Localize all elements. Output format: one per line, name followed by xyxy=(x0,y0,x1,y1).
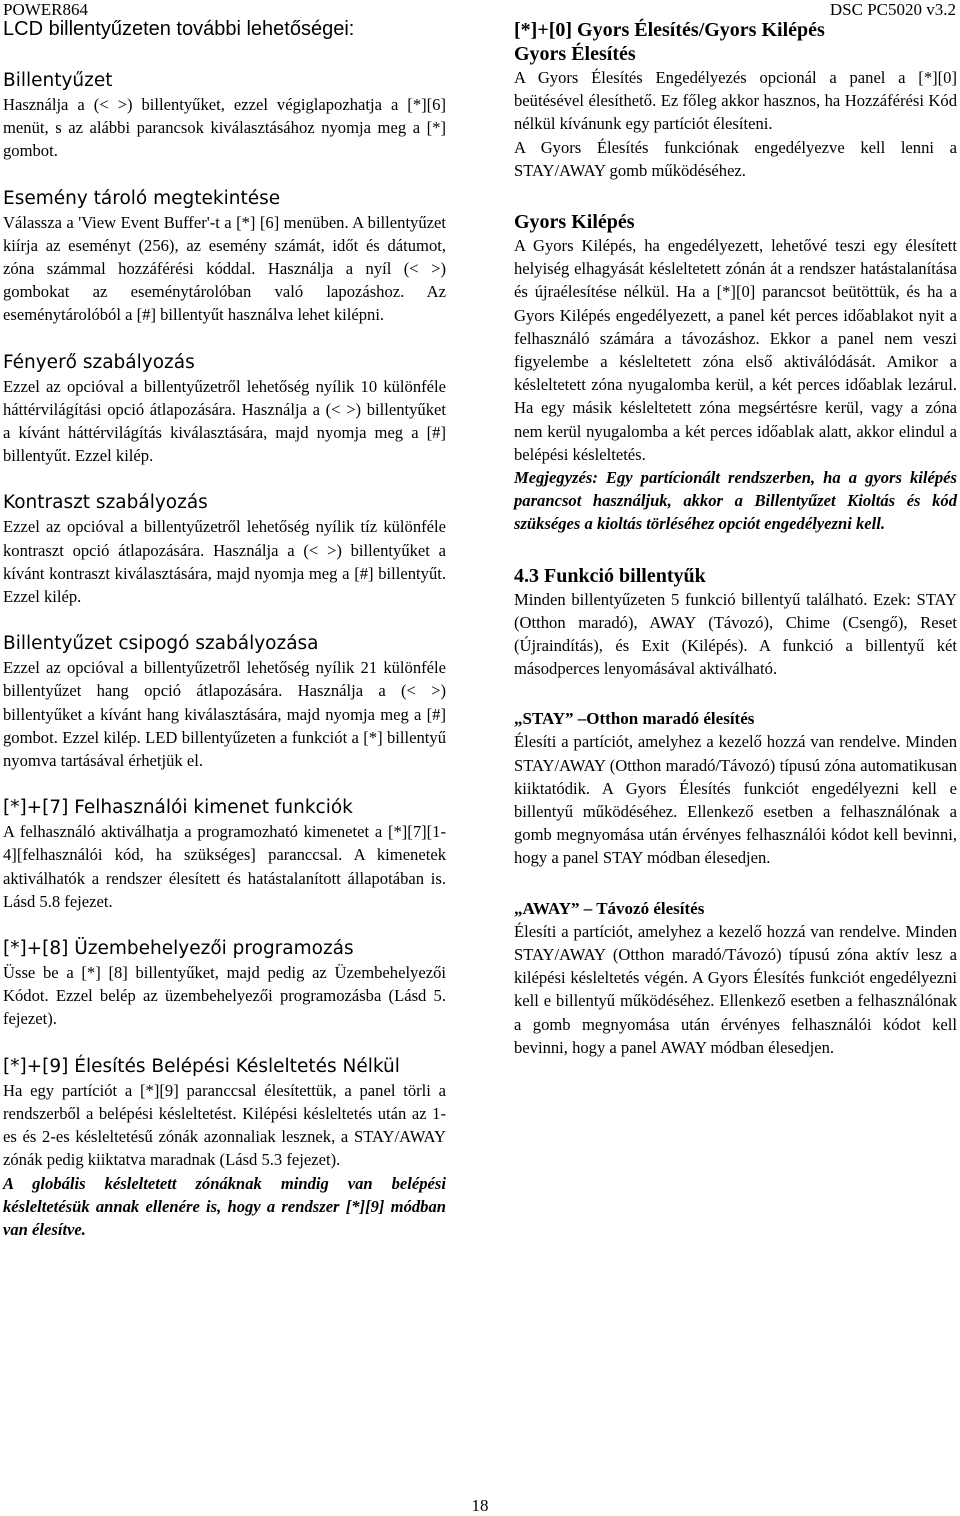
section-text: Minden billentyűzeten 5 funkció billentyű található. Ezek: STAY (Otthon maradó), AWAY (Távozó), Chime (Csengő), Reset (Újraindítás), és Exit (Kilépés). A funkció a billentyű két másodperces lenyomásával aktiválható. xyxy=(514,589,957,679)
header-left: POWER864 xyxy=(3,0,88,19)
section-heading-no-entry-delay: [*]+[9] Élesítés Belépési Késleltetés Nélkül xyxy=(3,1055,400,1077)
section-heading-billentyuzet: Billentyűzet xyxy=(3,70,113,91)
section-heading-quick-exit: Gyors Kilépés xyxy=(514,211,635,234)
section-text: Használja a (< >) billentyűket, ezzel végiglapozhatja a [*][6] menüt, s az alábbi parancsok kiválasztásához nyomja meg a [*] gombot. xyxy=(3,95,446,161)
section-text: Válassza a 'View Event Buffer'-t a [*] [6] menüben. A billentyűzet kiírja az eseményt (256), az esemény számát, időt és dátumot, zóna számmal hozzáférési kóddal. Használja a nyíl (< >) gombokat az eseménytárolóban való lapozáshoz. Az eseménytárolóból a [#] billentyűt használva lehet kilépni. xyxy=(3,212,446,325)
section-text: A Gyors Élesítés Engedélyezés opcionál a panel a [*][0] beütésével élesíthető. Ez főleg akkor hasznos, ha Hozzáférési Kód nélkül kívánunk egy partíciót élesíteni. xyxy=(514,68,957,134)
subheading-quick-arm: Gyors Élesítés xyxy=(514,43,636,65)
subheading-stay: „STAY” –Otthon maradó élesítés xyxy=(514,709,755,729)
page-number: 18 xyxy=(471,1496,489,1515)
page-title: LCD billentyűzeten további lehetőségei: xyxy=(3,18,355,40)
section-heading-buzzer: Billentyűzet csipogó szabályozása xyxy=(3,633,319,655)
section-text: Élesíti a partíciót, amelyhez a kezelő hozzá van rendelve. Minden STAY/AWAY (Otthon maradó/Távozó) típusú zóna aktív lesz a kilépési késleltetés végén. A Gyors Élesítés funkciót engedélyezni kell e billentyű működéséhez. Ellenkező esetben a felhasználónak a gomb megnyomása után érvényes felhasználói kódot kell bevinni, hogy a panel AWAY módban élesedjen. xyxy=(514,921,957,1057)
right-column xyxy=(514,18,957,1059)
left-column xyxy=(3,18,446,1241)
section-heading-function-keys: 4.3 Funkció billentyűk xyxy=(514,564,706,587)
section-text: Üsse be a [*] [8] billentyűket, majd pedig az Üzembehelyezői Kódot. Ezzel belép az üzembehelyezői programozásba (Lásd 5. fejezet). xyxy=(3,963,446,1029)
section-text: A Gyors Kilépés, ha engedélyezett, lehetővé teszi egy élesített helyiség elhagyását késleltetett zónán át a rendszer hatástalanítása és újraélesítése nélkül. Ha a [*][0] parancsot beütöttük, és ha a Gyors Kilépés engedélyezett, a panel két perces időablakot nyit a felhasználó számára a távozáshoz. Ekkor a panel nem veszi figyelembe a késleltetett zóna első aktiválódását. Amikor a késleltetett zóna nyugalomba kerül, a két perces időablak lezárul. Ha egy másik késleltetett zóna megsértésre kerül, vagy a zóna nem kerül nyugalomba a két perces időablak alatt, akkor elindul a belépési késleltetés. xyxy=(514,236,957,464)
section-text: Ha egy partíciót a [*][9] paranccsal élesítettük, a panel törli a rendszerből a belépési késleltetést. Kilépési késleltetés után az 1-es és 2-es késleltetésű zónák azonnaliak lesznek, a STAY/AWAY zónák pedig kiiktatva maradnak (Lásd 5.3 fejezet). xyxy=(3,1080,446,1170)
section-note: Megjegyzés: Egy partícionált rendszerben, ha a gyors kilépés parancsot használjuk, akkor a Billentyűzet Kioltás és kód szükséges a kioltás törléséhez opciót engedélyezni kell. xyxy=(514,468,957,534)
section-note: A globális késleltetett zónáknak mindig van belépési késleltetésük annak ellenére is, hogy a rendszer [*][9] módban van élesítve. xyxy=(3,1173,446,1239)
section-heading-installer: [*]+[8] Üzembehelyezői programozás xyxy=(3,938,354,960)
section-text: Ezzel az opcióval a billentyűzetről lehetőség nyílik 21 különféle billentyűzet hang opció átlapozására. Használja a (< >) billentyűket a kívánt hang kiválasztására, majd nyomja meg a [#] gombot. Ezzel kilép. LED billentyűzeten a funkciót a [*] billentyű nyomva tartásával érhetjük el. xyxy=(3,658,446,771)
header-right: DSC PC5020 v3.2 xyxy=(829,0,956,19)
section-text: Ezzel az opcióval a billentyűzetről lehetőség nyílik 10 különféle háttérvilágítási opció átlapozására. Használja a (< >) billentyűket a kívánt háttérvilágítás kiválasztására, majd nyomja meg a [#] billentyűt. Ezzel kilép. xyxy=(3,376,446,466)
section-heading-quick-arm: [*]+[0] Gyors Élesítés/Gyors Kilépés xyxy=(514,19,825,41)
section-heading-contrast: Kontraszt szabályozás xyxy=(3,492,208,514)
section-text: A Gyors Élesítés funkciónak engedélyezve kell lenni a STAY/AWAY gomb működéséhez. xyxy=(514,137,957,180)
subheading-away: „AWAY” – Távozó élesítés xyxy=(514,898,705,918)
section-text: Élesíti a partíciót, amelyhez a kezelő hozzá van rendelve. Minden STAY/AWAY (Otthon maradó/Távozó) típusú zóna automatikusan kiiktatódik. A Gyors Élesítés funkciót engedélyezni kell e billentyű működéséhez. Ellenkező esetben a felhasználónak a gomb megnyomása után érvényes felhasználói kódot kell bevinni, hogy a panel STAY módban élesedjen. xyxy=(514,732,957,868)
section-heading-event-buffer: Esemény tároló megtekintése xyxy=(3,187,281,209)
section-text: A felhasználó aktiválhatja a programozható kimenetet a [*][7][1-4][felhasználói kód, ha szükséges] paranccsal. A kimenetek aktiválhatók a rendszer élesített és hatástalanított állapotában is. Lásd 5.8 fejezet. xyxy=(3,822,446,911)
section-heading-brightness: Fényerő szabályozás xyxy=(3,351,195,373)
section-text: Ezzel az opcióval a billentyűzetről lehetőség nyílik tíz különféle kontraszt opció átlapozására. Használja a (< >) billentyűket a kívánt kontraszt kiválasztására, majd nyomja meg a [#] billentyűt. Ezzel kilép. xyxy=(3,517,446,607)
section-heading-user-output: [*]+[7] Felhasználói kimenet funkciók xyxy=(3,797,353,819)
